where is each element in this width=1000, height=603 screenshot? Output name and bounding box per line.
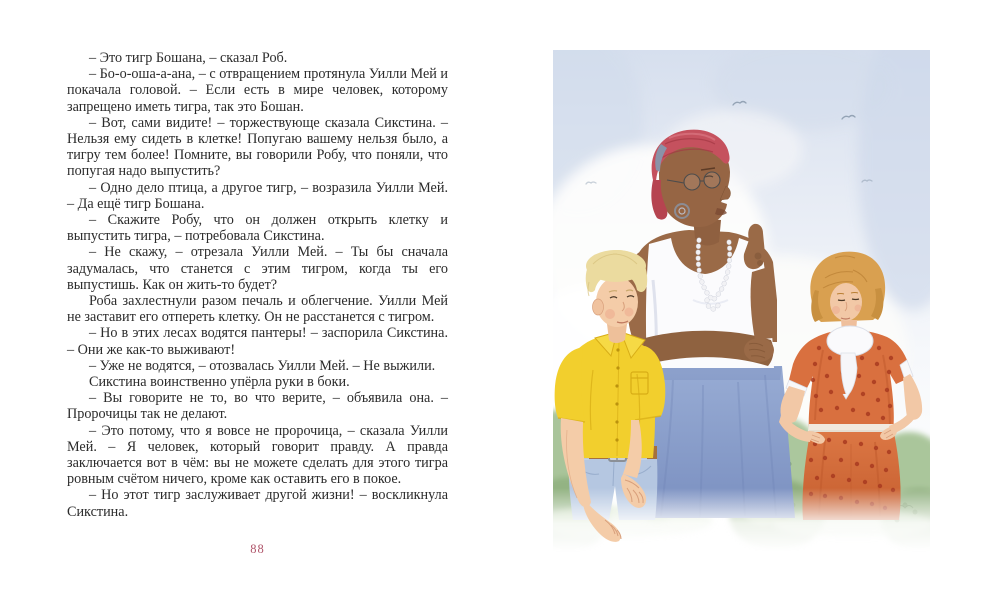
text-block xyxy=(67,50,448,520)
page-number: 88 xyxy=(250,542,265,556)
paragraph: – Вот, сами видите! – торжествующе сказала Сикстина. – Нельзя ему сидеть в клетке! Попугаю вашему нельзя было, а тигру тем более! Помните, вы говорили Робу, что поняли, что попугая надо выпустить? xyxy=(67,114,448,180)
paragraph: – Одно дело птица, а другое тигр, – возразила Уилли Мей. – Да ещё тигр Бошана. xyxy=(67,179,448,212)
paragraph: – Не скажу, – отрезала Уилли Мей. – Ты бы сначала задумалась, что станется с этим тигром, когда ты его выпустишь. Как он жить-то будет? xyxy=(67,244,448,293)
bottom-fade xyxy=(553,488,930,552)
paragraph: – Это потому, что я вовсе не пророчица, – сказала Уилли Мей. – Я человек, который говорит правду. А правда заключается вот в чём: вы не можете сделать для этого тигра ровным счётом ничего, кроме как оставить его в покое. xyxy=(67,422,448,488)
paragraph: – Но этот тигр заслуживает другой жизни! – воскликнула Сикстина. xyxy=(67,487,448,520)
paragraph: – Вы говорите не то, во что верите, – объявила она. – Пророчицы так не делают. xyxy=(67,390,448,423)
paragraph: – Бо-о-оша-а-ана, – с отвращением протянула Уилли Мей и покачала головой. – Если есть в мире человек, которому запрещено иметь тигра, так это Бошан. xyxy=(67,66,448,115)
paragraph: – Но в этих лесах водятся пантеры! – заспорила Сикстина. – Они же как-то выживают! xyxy=(67,325,448,358)
paragraph: – Это тигр Бошана, – сказал Роб. xyxy=(89,50,288,66)
paragraph: Сикстина воинственно упёрла руки в боки. xyxy=(89,374,350,391)
paragraph: – Скажите Робу, что он должен открыть клетку и выпустить тигра, – потребовала Сикстина. xyxy=(67,212,448,245)
illustration-svg xyxy=(553,50,930,552)
girl-collar xyxy=(827,326,873,356)
paragraph: – Уже не водятся, – отозвалась Уилли Мей. – Не выжили. xyxy=(89,357,436,374)
paragraph: Роба захлестнули разом печаль и облегчение. Уилли Мей не заставит его отпереть клетку. Он не расстанется с тигром. xyxy=(67,293,448,326)
illustration-watercolor xyxy=(553,50,930,552)
